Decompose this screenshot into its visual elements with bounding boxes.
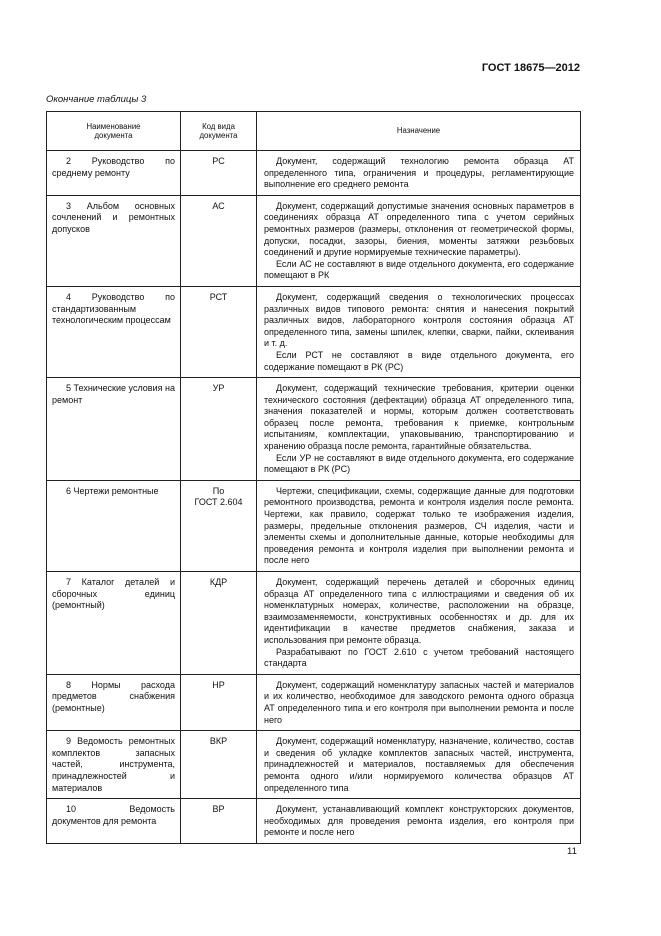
purpose-paragraph: Документ, содержащий номенклатуру, назначение, количество, состав и сведения об укладке комплектов запасных частей, инструмента, принадлежностей и материалов, поставляемых для обеспечения ремонта одного и/или нормируемого количества образцов АТ определенного типа xyxy=(264,736,574,793)
table-row xyxy=(47,378,581,481)
documents-table xyxy=(46,111,581,844)
table-header-row xyxy=(47,112,581,151)
row-code: РС xyxy=(181,151,257,196)
purpose-paragraph: Разрабатывают по ГОСТ 2.610 с учетом требований настоящего стандарта xyxy=(264,646,574,669)
purpose-paragraph: Если УР не составляют в виде отдельного документа, его содержание помещают в РК (РС) xyxy=(264,452,574,475)
table-row xyxy=(47,731,581,799)
table-caption: Окончание таблицы 3 xyxy=(46,94,147,105)
row-name-cell xyxy=(47,195,181,286)
table-row xyxy=(47,572,581,675)
table-row xyxy=(47,195,581,286)
table-row xyxy=(47,480,581,571)
table-row xyxy=(47,674,581,730)
purpose-paragraph: Чертежи, спецификации, схемы, содержащие данные для подготовки ремонтного производства, ремонта и контроля изделия после ремонта. Чертежи, как правило, содержат только те изображения изделия, размеры, предельные отклонения размеров, СЧ изделия, части и элементы схемы и дополнительные данные, которые необходимы для проведения ремонта и контроля изделия при выполнении ремонта и после него xyxy=(264,485,574,566)
row-code-line: ГОСТ 2.604 xyxy=(194,497,243,508)
purpose-paragraph: Документ, содержащий технические требования, критерии оценки технического состояния (дефектации) образца АТ определенного типа, значения показателей и нормы, которым должен соответствовать образец после ремонта, требования к приемке, контрольным испытаниям, комплектации, упаковыванию, транспортированию и хранению образца после ремонта, гарантийные обязательства. xyxy=(264,383,574,452)
row-name: 3 Альбом основных сочленений и ремонтных допусков xyxy=(52,200,175,234)
table-row xyxy=(47,799,581,844)
row-name-cell xyxy=(47,480,181,571)
row-name-cell xyxy=(47,151,181,196)
column-header-code: Код вида документа xyxy=(181,112,257,151)
row-name: 10 Ведомость документов для ремонта xyxy=(52,804,175,826)
row-code: УР xyxy=(181,378,257,481)
purpose-paragraph: Документ, устанавливающий комплект конструкторских документов, необходимых для проведения ремонта изделия, его контроля при ремонте и после него xyxy=(264,804,574,838)
row-purpose xyxy=(257,674,581,730)
row-name: 8 Нормы расхода предметов снабжения (ремонтные) xyxy=(52,679,175,713)
row-purpose xyxy=(257,151,581,196)
purpose-paragraph: Документ, содержащий сведения о технологических процессах различных видов типового ремонта: снятия и нанесения покрытий различных видов, лабораторного контроля состояния образца АТ определенного типа, замены шпилек, клепки, сварки, пайки, склеивания и т. д. xyxy=(264,291,574,349)
row-code: ВР xyxy=(181,799,257,844)
row-code: ВКР xyxy=(181,731,257,799)
purpose-paragraph: Если РСТ не составляют в виде отдельного документа, его содержание помещают в РК (РС) xyxy=(264,349,574,372)
row-name-cell xyxy=(47,674,181,730)
column-header-purpose: Назначение xyxy=(257,112,581,151)
row-purpose xyxy=(257,799,581,844)
row-code: АС xyxy=(181,195,257,286)
row-name: 9 Ведомость ремонтных комплектов запасных частей, инструмента, принадлежностей и материалов xyxy=(52,736,175,793)
purpose-paragraph: Документ, содержащий допустимые значения основных параметров в соединениях образца АТ определенного типа с учетом серийных ремонтных размеров (размеры, отклонения от геометрической формы, допуски, посадки, зазоры, биения, моменты затяжки резьбовых соединений и другие нормируемые технические параметры). xyxy=(264,200,574,258)
purpose-paragraph: Документ, содержащий технологию ремонта образца АТ определенного типа, ограничения и процедуры, регламентирующие выполнение его среднего ремонта xyxy=(264,156,574,190)
row-purpose xyxy=(257,480,581,571)
row-code xyxy=(181,480,257,571)
row-code: НР xyxy=(181,674,257,730)
row-purpose xyxy=(257,572,581,675)
row-purpose xyxy=(257,731,581,799)
row-purpose xyxy=(257,286,581,377)
row-name: 7 Каталог деталей и сборочных единиц (ремонтный) xyxy=(52,577,175,611)
page-number: 11 xyxy=(567,846,577,857)
row-name-cell xyxy=(47,572,181,675)
row-name: 4 Руководство по стандартизованным технологическим процессам xyxy=(52,291,175,326)
row-purpose xyxy=(257,195,581,286)
row-code: РСТ xyxy=(181,286,257,377)
column-header-name: Наименование документа xyxy=(47,112,181,151)
document-code: ГОСТ 18675—2012 xyxy=(481,62,580,74)
row-name-cell xyxy=(47,799,181,844)
purpose-paragraph: Документ, содержащий перечень деталей и сборочных единиц образца АТ определенного типа с иллюстрациями и сведения об их номенклатурных номерах, количестве, расположении на образце, взаимозаменяемости, конструктивных особенностях и др. для их идентификации в качестве предметов снабжения, заказа и использования при ремонте образца. xyxy=(264,577,574,645)
row-code: КДР xyxy=(181,572,257,675)
row-name: 6 Чертежи ремонтные xyxy=(66,485,159,496)
purpose-paragraph: Документ, содержащий номенклатуру запасных частей и материалов и их количество, необходимое для заводского ремонта одного образца АТ определенного типа и его контроля при выполнении ремонта и после него xyxy=(264,679,574,725)
row-purpose xyxy=(257,378,581,481)
row-name-cell xyxy=(47,286,181,377)
row-name: 2 Руководство по среднему ремонту xyxy=(52,156,175,178)
row-code-line: По xyxy=(212,485,225,496)
table-row xyxy=(47,286,581,377)
row-name: 5 Технические условия на ремонт xyxy=(52,383,175,405)
purpose-paragraph: Если АС не составляют в виде отдельного документа, его содержание помещают в РК xyxy=(264,258,574,281)
row-name-cell xyxy=(47,731,181,799)
row-name-cell xyxy=(47,378,181,481)
table-row xyxy=(47,151,581,196)
